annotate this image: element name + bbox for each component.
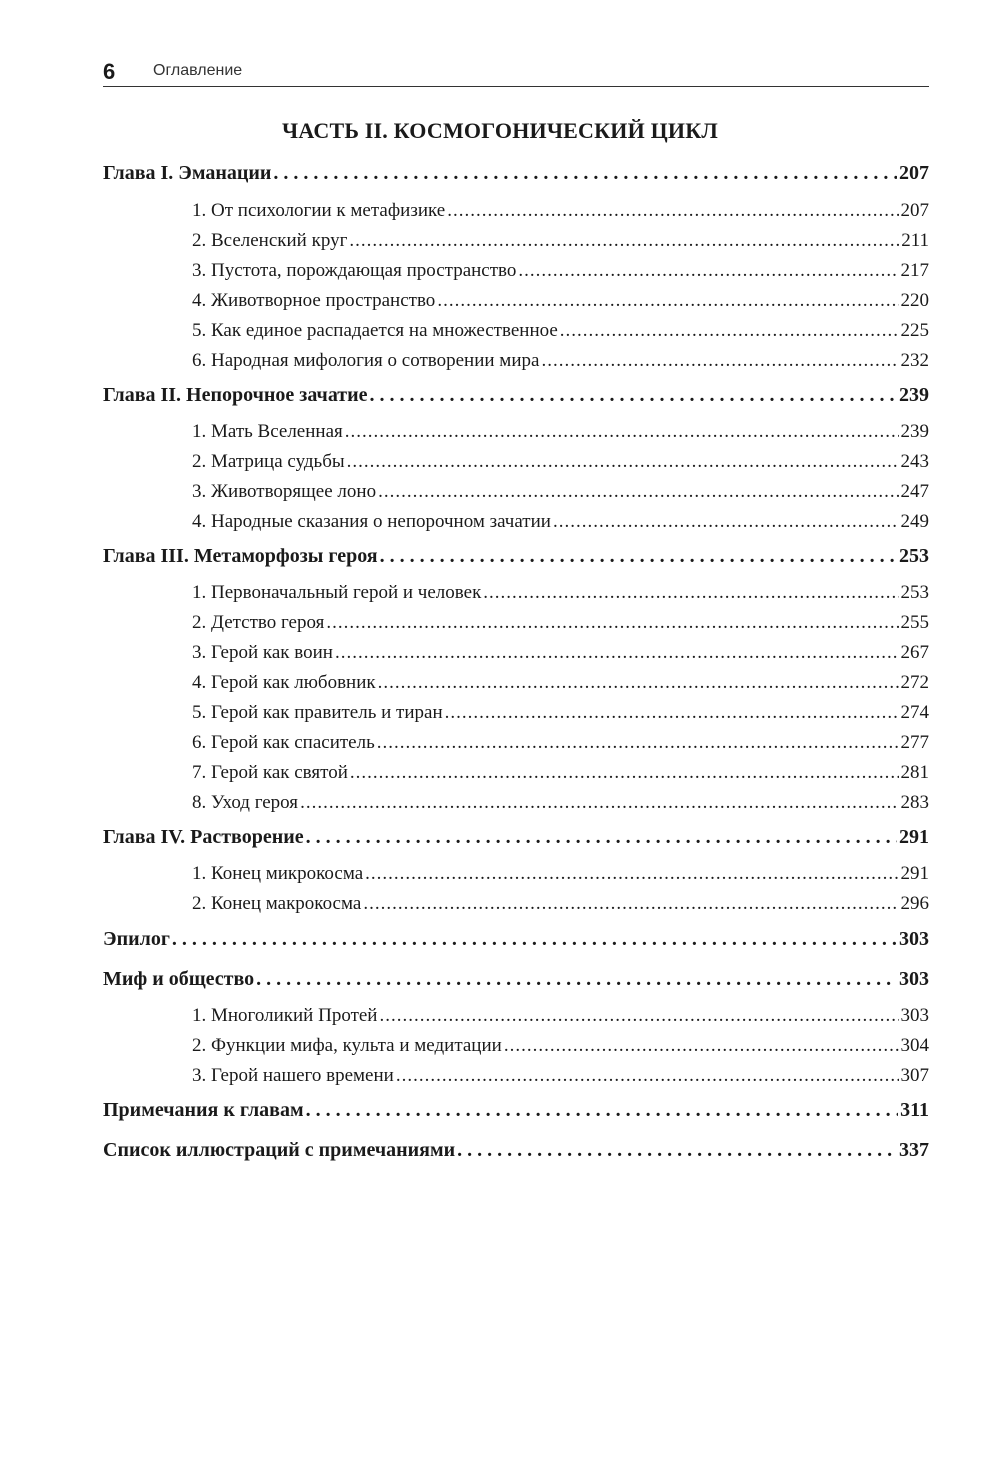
- toc-entry-label: Глава I. Эманации: [103, 162, 272, 184]
- toc-entry-page: 253: [900, 582, 929, 603]
- dot-leader: [504, 1031, 899, 1061]
- toc-entry-page: 239: [899, 384, 929, 406]
- toc-entry-page: 277: [900, 732, 929, 753]
- toc-entry-label: 2. Конец макрокосма: [192, 893, 362, 914]
- toc-entry-label: Список иллюстраций с примечаниями: [103, 1139, 456, 1161]
- toc-entry-label: 2. Функции мифа, культа и медитации: [192, 1035, 502, 1056]
- dot-leader: [350, 758, 899, 788]
- toc-entry-page: 307: [900, 1065, 929, 1086]
- toc-entry-label: 2. Вселенский круг: [192, 230, 348, 251]
- toc-chapter-entry[interactable]: [103, 964, 929, 994]
- toc-entry-label: Эпилог: [103, 928, 170, 950]
- toc-chapter-entry[interactable]: [103, 1135, 929, 1165]
- toc-entry-page: 247: [900, 481, 929, 502]
- toc-section-entry[interactable]: [103, 1061, 929, 1091]
- toc-entry-label: 3. Герой как воин: [192, 642, 333, 663]
- toc-entry-label: 4. Народные сказания о непорочном зачатии: [192, 511, 551, 532]
- toc-section-entry[interactable]: [103, 859, 929, 889]
- toc-entry-page: 296: [900, 893, 929, 914]
- toc-entry-page: 303: [900, 1005, 929, 1026]
- toc-entry-page: 337: [899, 1139, 929, 1161]
- toc-entry-page: 239: [900, 421, 929, 442]
- toc-section-entry[interactable]: [103, 346, 929, 376]
- dot-leader: [437, 286, 898, 316]
- toc-entry-page: 249: [900, 511, 929, 532]
- dot-leader: [300, 788, 898, 818]
- dot-leader: [483, 578, 898, 608]
- toc-entry-label: 3. Герой нашего времени: [192, 1065, 394, 1086]
- toc-section-entry[interactable]: [103, 507, 929, 537]
- toc-section-entry[interactable]: [103, 889, 929, 919]
- toc-entry-label: 3. Животворящее лоно: [192, 481, 377, 502]
- running-head: [103, 58, 929, 87]
- toc-entry-label: Миф и общество: [103, 968, 255, 990]
- toc-entry-label: 1. Многоликий Протей: [192, 1005, 378, 1026]
- dot-leader: [335, 638, 899, 668]
- toc-entry-label: 3. Пустота, порождающая пространство: [192, 260, 517, 281]
- toc-entry-label: 6. Народная мифология о сотворении мира: [192, 350, 540, 371]
- toc-section-entry[interactable]: [103, 1031, 929, 1061]
- toc-entry-page: 211: [901, 230, 929, 251]
- toc-entry-label: 1. От психологии к метафизике: [192, 200, 446, 221]
- toc-section-entry[interactable]: [103, 286, 929, 316]
- dot-leader: [553, 507, 899, 537]
- dot-leader: [370, 380, 897, 410]
- toc-entry-page: 243: [900, 451, 929, 472]
- toc-chapter-entry[interactable]: [103, 380, 929, 410]
- running-title: Оглавление: [153, 62, 243, 79]
- toc-entry-label: Глава IV. Растворение: [103, 826, 304, 848]
- dot-leader: [345, 417, 899, 447]
- dot-leader: [347, 447, 899, 477]
- toc-entry-label: 1. Мать Вселенная: [192, 421, 343, 442]
- toc-entry-page: 255: [900, 612, 929, 633]
- dot-leader: [172, 924, 897, 954]
- dot-leader: [363, 889, 898, 919]
- toc-entry-label: 1. Конец микрокосма: [192, 863, 364, 884]
- dot-leader: [256, 964, 897, 994]
- toc-section-entry[interactable]: [103, 447, 929, 477]
- toc-entry-label: 8. Уход героя: [192, 792, 299, 813]
- toc-entry-page: 303: [899, 928, 929, 950]
- dot-leader: [378, 477, 898, 507]
- toc-entry-label: 4. Животворное пространство: [192, 290, 436, 311]
- toc-section-entry[interactable]: [103, 256, 929, 286]
- toc-entry-label: Примечания к главам: [103, 1099, 304, 1121]
- toc-entry-page: 225: [900, 320, 929, 341]
- toc-chapter-entry[interactable]: [103, 1095, 929, 1125]
- toc-entry-label: 5. Как единое распадается на множественное: [192, 320, 558, 341]
- toc-section-entry[interactable]: [103, 758, 929, 788]
- toc-entry-label: 5. Герой как правитель и тиран: [192, 702, 443, 723]
- page-number: 6: [103, 59, 116, 84]
- toc-entry-label: 4. Герой как любовник: [192, 672, 376, 693]
- dot-leader: [447, 196, 898, 226]
- dot-leader: [457, 1135, 897, 1165]
- dot-leader: [365, 859, 898, 889]
- toc-chapter-entry[interactable]: [103, 541, 929, 571]
- dot-leader: [380, 541, 897, 571]
- toc-section-entry[interactable]: [103, 578, 929, 608]
- toc-entry-label: Глава II. Непорочное зачатие: [103, 384, 368, 406]
- dot-leader: [326, 608, 898, 638]
- toc-entry-page: 220: [900, 290, 929, 311]
- toc-chapter-entry[interactable]: [103, 158, 929, 188]
- toc-chapter-entry[interactable]: [103, 924, 929, 954]
- toc-section-entry[interactable]: [103, 788, 929, 818]
- toc-entry-page: 304: [900, 1035, 929, 1056]
- toc-entry-page: 311: [900, 1099, 929, 1121]
- dot-leader: [560, 316, 899, 346]
- toc-entry-page: 232: [900, 350, 929, 371]
- toc-entry-page: 291: [899, 826, 929, 848]
- dot-leader: [379, 1001, 898, 1031]
- dot-leader: [349, 226, 899, 256]
- toc-entry-page: 291: [900, 863, 929, 884]
- toc-section-entry[interactable]: [103, 728, 929, 758]
- toc-section-entry[interactable]: [103, 226, 929, 256]
- toc-entry-page: 217: [900, 260, 929, 281]
- dot-leader: [541, 346, 898, 376]
- toc-entry-page: 267: [900, 642, 929, 663]
- dot-leader: [445, 698, 899, 728]
- toc-section-entry[interactable]: [103, 316, 929, 346]
- toc-section-entry[interactable]: [103, 608, 929, 638]
- toc-section-entry[interactable]: [103, 196, 929, 226]
- toc-entry-label: 2. Матрица судьбы: [192, 451, 345, 472]
- toc-entry-page: 281: [900, 762, 929, 783]
- toc-section-entry[interactable]: [103, 698, 929, 728]
- toc-section-entry[interactable]: [103, 638, 929, 668]
- toc-entry-page: 283: [900, 792, 929, 813]
- toc-entry-label: Глава III. Метаморфозы героя: [103, 545, 378, 567]
- toc-entry-page: 207: [899, 162, 929, 184]
- toc-entry-page: 274: [900, 702, 929, 723]
- part-title: ЧАСТЬ II. КОСМОГОНИЧЕСКИЙ ЦИКЛ: [282, 118, 718, 143]
- toc-entry-label: 1. Первоначальный герой и человек: [192, 582, 482, 603]
- dot-leader: [306, 1095, 899, 1125]
- toc-entry-page: 272: [900, 672, 929, 693]
- toc-entry-label: 7. Герой как святой: [192, 762, 348, 783]
- toc-entry-page: 303: [899, 968, 929, 990]
- dot-leader: [378, 668, 899, 698]
- toc-section-entry[interactable]: [103, 417, 929, 447]
- toc-entry-label: 6. Герой как спаситель: [192, 732, 375, 753]
- dot-leader: [377, 728, 899, 758]
- dot-leader: [518, 256, 898, 286]
- toc-chapter-entry[interactable]: [103, 822, 929, 852]
- toc-section-entry[interactable]: [103, 668, 929, 698]
- dot-leader: [306, 822, 897, 852]
- toc-section-entry[interactable]: [103, 1001, 929, 1031]
- dot-leader: [273, 158, 897, 188]
- toc-entry-label: 2. Детство героя: [192, 612, 325, 633]
- toc-entry-page: 207: [900, 200, 929, 221]
- dot-leader: [396, 1061, 899, 1091]
- toc-entry-page: 253: [899, 545, 929, 567]
- toc-section-entry[interactable]: [103, 477, 929, 507]
